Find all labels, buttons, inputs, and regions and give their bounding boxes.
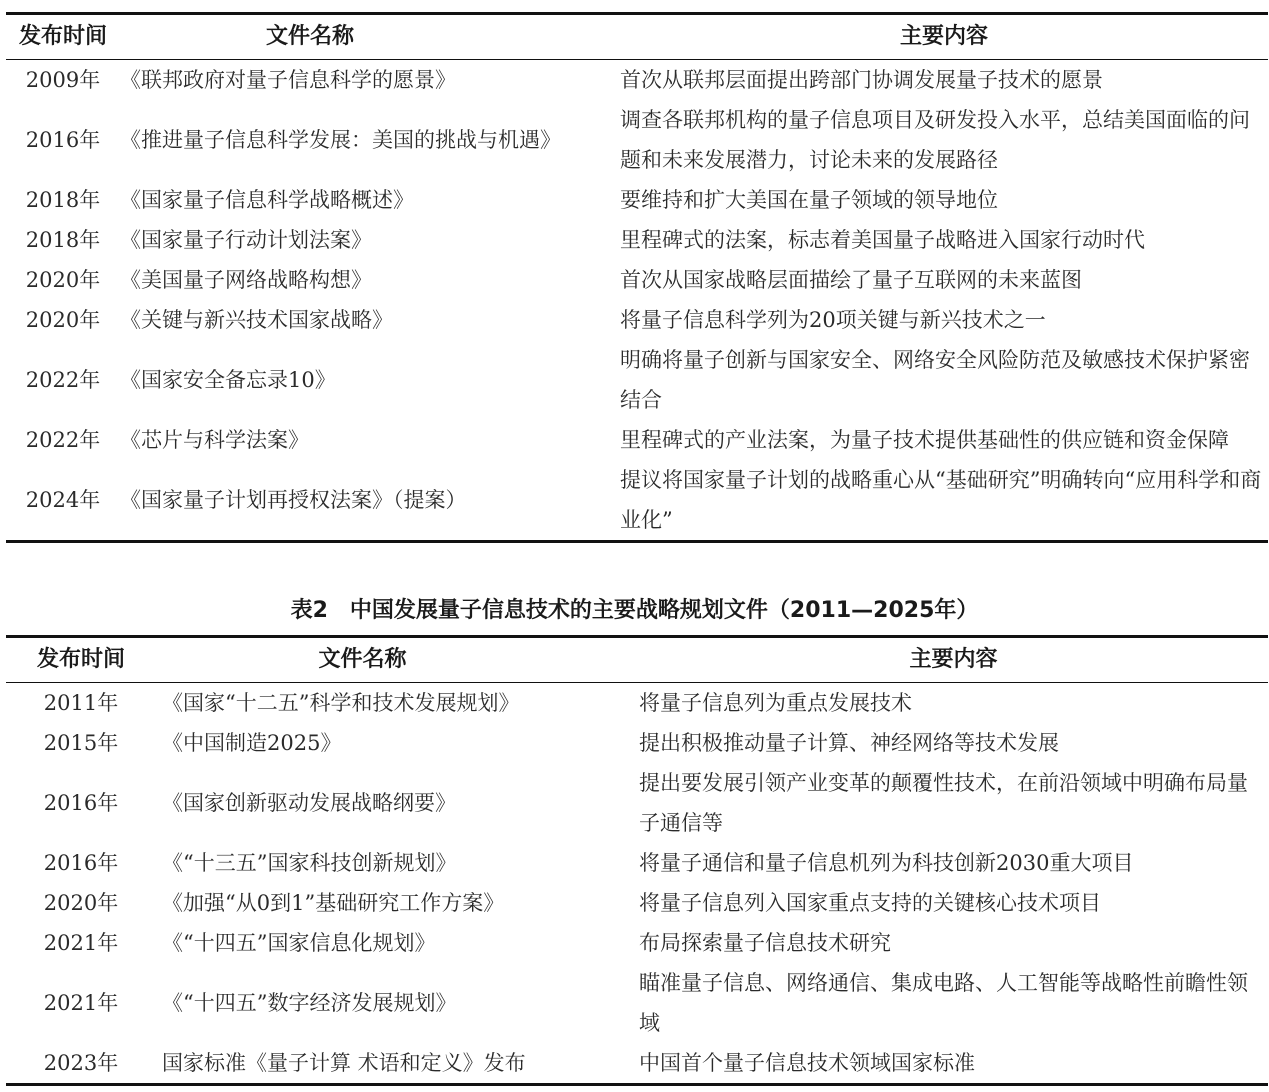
cell-content: 瞄准量子信息、网络通信、集成电路、人工智能等战略性前瞻性领域 [639,971,1248,1035]
header-date: 发布时间 [36,646,125,672]
cell-content: 将量子信息列入国家重点支持的关键核心技术项目 [639,891,1101,915]
cell-name: 《国家量子计划再授权法案》（提案） [120,460,620,542]
cell-date: 2011年 [43,691,119,715]
cell-date: 2018年 [25,188,101,212]
cell-date: 2020年 [25,308,101,332]
cell-name: 《“十四五”国家信息化规划》 [162,931,436,955]
table-row [6,723,1268,763]
cell-name: 《国家“十二五”科学和技术发展规划》 [162,691,520,715]
cell-name: 《“十四五”数字经济发展规划》 [162,991,457,1015]
cell-date: 2015年 [43,731,119,755]
cell-date: 2023年 [6,1043,156,1085]
cell-date: 2018年 [25,228,101,252]
table-row [6,963,1268,1043]
header-date: 发布时间 [18,23,107,49]
cell-content: 提出积极推动量子计算、神经网络等技术发展 [639,731,1059,755]
cell-content: 将量子信息科学列为20项关键与新兴技术之一 [620,308,1046,332]
table-row [6,683,1268,724]
table-row [6,220,1268,260]
cell-content: 布局探索量子信息技术研究 [639,931,891,955]
cell-content: 提出要发展引领产业变革的颠覆性技术，在前沿领域中明确布局量子通信等 [639,771,1248,835]
cell-date: 2021年 [43,931,119,955]
cell-date: 2016年 [43,791,119,815]
cell-content: 将量子通信和量子信息机列为科技创新2030重大项目 [639,851,1134,875]
table2-caption: 表2 中国发展量子信息技术的主要战略规划文件（2011—2025年） [290,598,979,623]
table-row [6,260,1268,300]
header-name: 文件名称 [265,23,354,49]
cell-content: 要维持和扩大美国在量子领域的领导地位 [620,188,998,212]
cell-name: 《美国量子网络战略构想》 [120,268,372,292]
cell-name: 《中国制造2025》 [162,731,342,755]
cell-content: 调查各联邦机构的量子信息项目及研发投入水平，总结美国面临的问题和未来发展潜力，讨论未来的发展路径 [620,108,1250,172]
cell-date: 2024年 [6,460,120,542]
table-row [6,100,1268,180]
cell-date: 2016年 [43,851,119,875]
cell-name: 《芯片与科学法案》 [120,428,309,452]
cell-content: 首次从国家战略层面描绘了量子互联网的未来蓝图 [620,268,1082,292]
cell-name: 《“十三五”国家科技创新规划》 [162,851,457,875]
cell-content: 首次从联邦层面提出跨部门协调发展量子技术的愿景 [620,68,1103,92]
us-strategy-table-body [6,60,1268,542]
table-row [6,420,1268,460]
cell-content: 中国首个量子信息技术领域国家标准 [639,1043,1268,1085]
cell-date: 2020年 [43,891,119,915]
cell-date: 2009年 [25,68,101,92]
cell-content: 里程碑式的法案，标志着美国量子战略进入国家行动时代 [620,228,1145,252]
china-strategy-table [6,635,1268,1086]
china-strategy-table-body [6,683,1268,1085]
cell-name: 《加强“从0到1”基础研究工作方案》 [162,891,505,915]
cell-name: 国家标准《量子计算 术语和定义》发布 [156,1043,639,1085]
cell-content: 提议将国家量子计划的战略重心从“基础研究”明确转向“应用科学和商业化” [620,460,1268,542]
table-row [6,340,1268,420]
table-header-row [6,637,1268,683]
header-content: 主要内容 [899,23,988,49]
cell-date: 2022年 [25,428,101,452]
header-content: 主要内容 [909,646,998,672]
cell-date: 2021年 [43,991,119,1015]
cell-name: 《国家安全备忘录10》 [120,368,336,392]
cell-name: 《推进量子信息科学发展：美国的挑战与机遇》 [120,128,561,152]
table-row [6,763,1268,843]
table-row [6,843,1268,883]
cell-name: 《国家量子信息科学战略概述》 [120,188,414,212]
cell-date: 2016年 [25,128,101,152]
cell-content: 将量子信息列为重点发展技术 [639,691,912,715]
cell-name: 《国家创新驱动发展战略纲要》 [162,791,456,815]
cell-date: 2022年 [25,368,101,392]
table-row [6,923,1268,963]
table-row [6,1043,1268,1085]
cell-content: 明确将量子创新与国家安全、网络安全风险防范及敏感技术保护紧密结合 [620,348,1250,412]
table-row [6,460,1268,542]
header-name: 文件名称 [318,646,407,672]
cell-content: 里程碑式的产业法案，为量子技术提供基础性的供应链和资金保障 [620,428,1229,452]
table-row [6,883,1268,923]
cell-name: 《联邦政府对量子信息科学的愿景》 [120,68,456,92]
table-row [6,60,1268,101]
cell-date: 2020年 [25,268,101,292]
cell-name: 《国家量子行动计划法案》 [120,228,372,252]
cell-name: 《关键与新兴技术国家战略》 [120,308,393,332]
table-row [6,300,1268,340]
table-row [6,180,1268,220]
us-strategy-table [6,12,1268,543]
table-header-row [6,14,1268,60]
